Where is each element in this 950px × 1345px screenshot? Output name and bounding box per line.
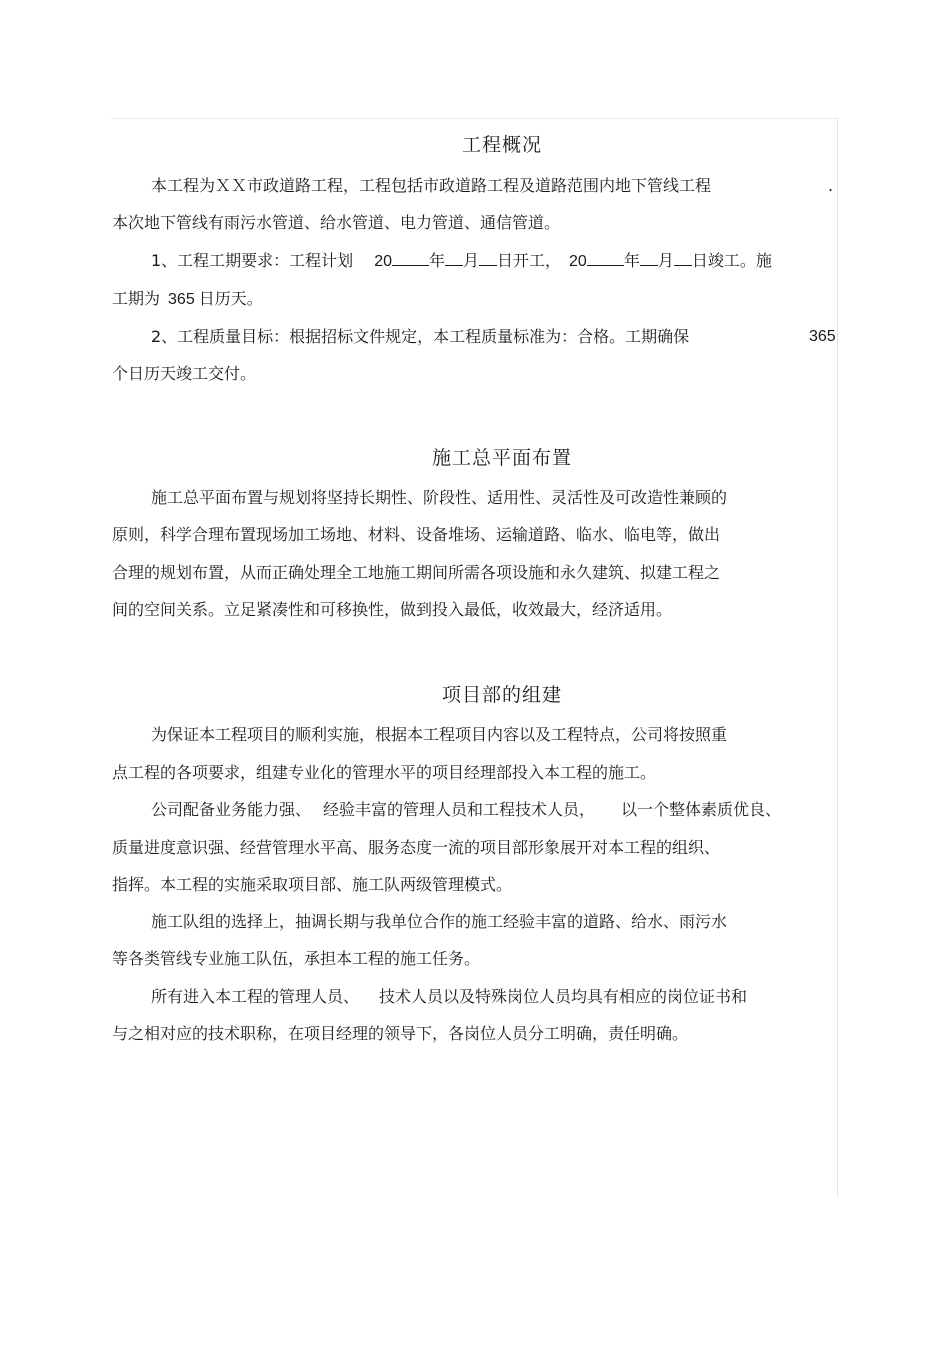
- blank-underline: [674, 251, 692, 266]
- paragraph-line: 本次地下管线有雨污水管道、给水管道、电力管道、通信管道。: [112, 213, 561, 232]
- paragraph-line-schedule: [151, 251, 772, 272]
- blank-underline: [479, 251, 497, 266]
- paragraph-line: [151, 327, 689, 347]
- text-run: 公司配备业务能力强、: [151, 800, 312, 819]
- text-run: 以一个整体素质优良、: [621, 800, 782, 819]
- paragraph-line: 等各类管线专业施工队伍，承担本工程的施工任务。: [112, 949, 481, 968]
- blank-underline: [392, 251, 429, 266]
- text-run: 月: [657, 251, 674, 270]
- text-run: 工期为: [112, 289, 161, 308]
- text-run: 年: [428, 251, 445, 270]
- text-run: 日历天。: [198, 289, 263, 308]
- heading-project-overview: 工程概况: [461, 134, 542, 156]
- paragraph-line: 施工总平面布置与规划将坚持长期性、阶段性、适用性、灵活性及可改造性兼顾的: [151, 488, 728, 507]
- heading-site-layout: 施工总平面布置: [431, 447, 572, 469]
- text-run: 月: [463, 251, 480, 270]
- paragraph-line: 原则，科学合理布置现场加工场地、材料、设备堆场、运输道路、临水、临电等，做出: [112, 525, 721, 544]
- paragraph-line: 合理的规划布置，从而正确处理全工地施工期间所需各项设施和永久建筑、拟建工程之: [112, 563, 721, 582]
- paragraph-line: [151, 800, 781, 820]
- duration-days: 365: [809, 328, 836, 345]
- duration-days: 365: [168, 291, 195, 308]
- text-run: 日开工，: [497, 251, 562, 270]
- page-frame-right-rule: [837, 118, 838, 1198]
- text-run: 本工程为ＸＸ市政道路工程，工程包括市政道路工程及道路范围内地下管线工程: [151, 176, 712, 195]
- paragraph-line: 与之相对应的技术职称，在项目经理的领导下，各岗位人员分工明确，责任明确。: [112, 1024, 689, 1043]
- paragraph-line: 间的空间关系。立足紧凑性和可移换性，做到投入最低，收效最大，经济适用。: [112, 600, 673, 619]
- text-run: 日竣工。施: [691, 251, 772, 270]
- paragraph-line: 个日历天竣工交付。: [112, 364, 257, 383]
- blank-underline: [587, 251, 624, 266]
- heading-project-department: 项目部的组建: [441, 684, 562, 706]
- stray-dot: .: [828, 176, 834, 195]
- paragraph-line: 指挥。本工程的实施采取项目部、施工队两级管理模式。: [112, 875, 513, 894]
- paragraph-line: [151, 987, 747, 1007]
- paragraph-line: 点工程的各项要求，组建专业化的管理水平的项目经理部投入本工程的施工。: [112, 763, 657, 782]
- paragraph-line: [151, 176, 711, 196]
- paragraph-line: 施工队组的选择上，抽调长期与我单位合作的施工经验丰富的道路、给水、雨污水: [151, 912, 728, 931]
- paragraph-line: 质量进度意识强、经营管理水平高、服务态度一流的项目部形象展开对本工程的组织、: [112, 838, 721, 857]
- text-run: 2、工程质量目标：根据招标文件规定，本工程质量标准为：合格。工期确保: [151, 327, 690, 346]
- text-run: 1、工程工期要求：工程计划: [151, 251, 354, 270]
- blank-underline: [445, 251, 463, 266]
- paragraph-line: 为保证本工程项目的顺利实施，根据本工程项目内容以及工程特点，公司将按照重: [151, 725, 728, 744]
- text-run: 技术人员以及特殊岗位人员均具有相应的岗位证书和: [379, 987, 748, 1006]
- text-run: 年: [623, 251, 640, 270]
- year-prefix: 20: [374, 253, 392, 270]
- year-prefix: 20: [569, 253, 587, 270]
- blank-underline: [640, 251, 658, 266]
- text-run: 经验丰富的管理人员和工程技术人员，: [323, 800, 596, 819]
- paragraph-line: [112, 289, 263, 310]
- page-frame-top-rule: [111, 118, 838, 119]
- text-run: 所有进入本工程的管理人员、: [151, 987, 360, 1006]
